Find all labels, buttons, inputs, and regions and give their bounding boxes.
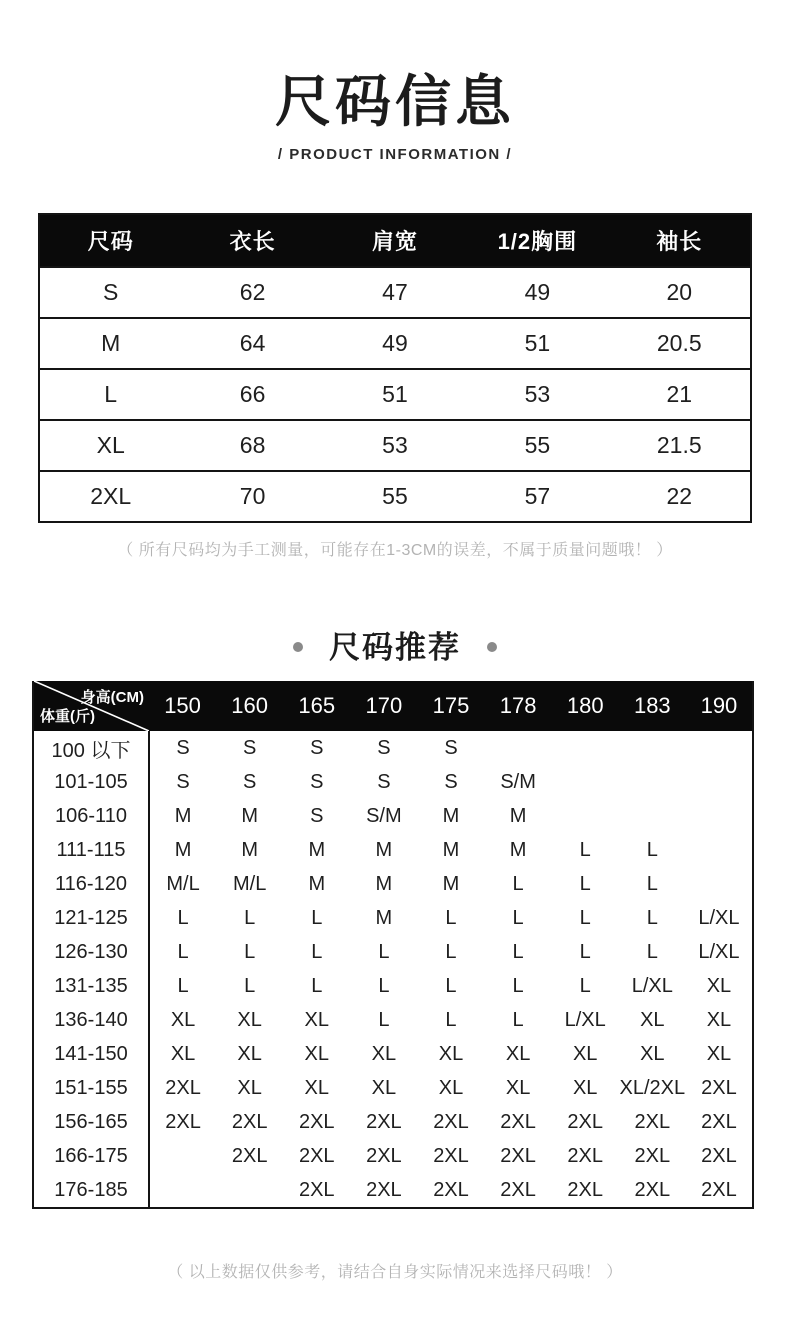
height-column-header: 183 — [619, 681, 686, 731]
size-measurement-table — [38, 213, 752, 523]
size-recommendation-cell: M — [442, 872, 460, 895]
size-recommendation-cell: L — [512, 906, 524, 929]
size-recommendation-cell: L/XL — [698, 940, 740, 963]
size-recommendation-cell: L — [579, 838, 591, 861]
size-recommendation-cell: XL/2XL — [619, 1076, 686, 1099]
size-recommendation-cell: L — [445, 906, 457, 929]
size-recommendation-cell: XL — [640, 1042, 665, 1065]
size-recommendation-cell: 2XL — [433, 1178, 469, 1201]
size-recommendation-cell: L/XL — [698, 906, 740, 929]
size-recommendation-cell: L — [579, 974, 591, 997]
size-table-cell: 53 — [524, 381, 551, 407]
size-table-cell: 68 — [239, 432, 266, 458]
size-table-body — [39, 267, 751, 522]
page-title: 尺码信息 — [275, 70, 515, 133]
size-recommendation-cell: L — [579, 872, 591, 895]
size-recommendation-cell: M — [509, 804, 527, 827]
size-recommendation-cell: L — [378, 974, 390, 997]
weight-range-cell: 156-165 — [33, 1105, 149, 1139]
size-recommendation-cell: L — [378, 1008, 390, 1031]
recommendation-row — [33, 1037, 753, 1071]
size-recommendation-cell: XL — [706, 974, 732, 997]
size-recommendation-cell: 2XL — [231, 1144, 268, 1167]
size-recommendation-cell: M — [442, 838, 460, 861]
size-recommendation-cell: L — [445, 940, 457, 963]
size-recommendation-cell: L — [646, 940, 658, 963]
size-recommendation-cell — [485, 731, 552, 765]
weight-range-cell: 101-105 — [33, 765, 149, 799]
weight-range-cell: 141-150 — [33, 1037, 149, 1071]
size-recommendation-cell: 2XL — [366, 1110, 402, 1133]
size-recommendation-cell: 2XL — [701, 1178, 737, 1201]
recommendation-title-text: 尺码推荐 — [329, 630, 461, 665]
weight-range-cell: 151-155 — [33, 1071, 149, 1105]
size-recommendation-cell: S/M — [366, 804, 402, 827]
size-table-row — [39, 267, 751, 318]
size-recommendation-cell: 2XL — [366, 1144, 402, 1167]
size-table-row — [39, 471, 751, 522]
weight-range-cell: 126-130 — [33, 935, 149, 969]
size-recommendation-cell: L — [177, 974, 189, 997]
rec-table-header-row — [33, 681, 753, 731]
weight-range-cell: 136-140 — [33, 1003, 149, 1037]
size-recommendation-cell — [686, 833, 753, 867]
size-recommendation-cell: M — [308, 838, 326, 861]
size-recommendation-cell: M/L — [166, 872, 200, 895]
size-recommendation-cell: M — [241, 838, 258, 861]
corner-cell — [33, 681, 149, 731]
size-table-cell: S — [103, 279, 119, 305]
size-table-cell: 55 — [524, 432, 551, 458]
size-recommendation-cell: 2XL — [701, 1110, 737, 1133]
size-recommendation-cell: L — [646, 838, 658, 861]
size-recommendation-cell: L — [512, 872, 524, 895]
bullet-dot-left-icon — [293, 642, 303, 652]
recommendation-disclaimer: （ 以上数据仅供参考，请结合自身实际情况来选择尺码哦！ ） — [167, 1264, 623, 1281]
size-recommendation-cell — [686, 731, 753, 765]
size-recommendation-cell: 2XL — [165, 1076, 201, 1099]
size-recommendation-cell: 2XL — [701, 1076, 737, 1099]
size-recommendation-cell: 2XL — [634, 1144, 671, 1167]
size-table-header-row — [39, 214, 751, 267]
height-column-header: 150 — [149, 681, 216, 731]
recommendation-row — [33, 935, 753, 969]
size-recommendation-cell: XL — [640, 1008, 665, 1031]
size-recommendation-cell: L/XL — [564, 1008, 606, 1031]
size-recommendation-cell: XL — [237, 1076, 262, 1099]
size-recommendation-cell — [552, 799, 619, 833]
size-recommendation-cell: M — [375, 872, 393, 895]
size-recommendation-cell: XL — [505, 1076, 531, 1099]
size-recommendation-cell — [619, 799, 686, 833]
size-recommendation-cell: XL — [371, 1076, 397, 1099]
size-table-header-cell: 衣长 — [181, 214, 323, 267]
size-recommendation-cell: L — [177, 906, 189, 929]
size-recommendation-cell: L — [579, 906, 591, 929]
size-recommendation-cell: S — [242, 736, 257, 759]
size-table-cell: 57 — [524, 483, 551, 509]
corner-height-label: 身高(CM) — [80, 689, 144, 706]
size-table-cell: 66 — [239, 381, 266, 407]
bullet-dot-right-icon — [487, 642, 497, 652]
size-table-row — [39, 420, 751, 471]
size-recommendation-cell: S — [377, 736, 391, 759]
size-recommendation-cell: XL — [170, 1008, 196, 1031]
size-table-header-cell: 肩宽 — [324, 214, 466, 267]
size-table-cell: 21.5 — [656, 432, 702, 458]
size-table-row — [39, 318, 751, 369]
weight-range-cell: 106-110 — [33, 799, 149, 833]
size-table-cell: 62 — [239, 279, 266, 305]
size-recommendation-cell — [552, 731, 619, 765]
size-table-cell: 55 — [382, 483, 408, 509]
size-recommendation-cell — [619, 765, 686, 799]
height-column-header: 165 — [283, 681, 350, 731]
size-recommendation-cell: 2XL — [433, 1144, 469, 1167]
size-recommendation-cell: XL — [371, 1042, 397, 1065]
height-column-header: 170 — [350, 681, 417, 731]
size-recommendation-cell: L — [512, 974, 524, 997]
recommendation-row — [33, 765, 753, 799]
recommendation-row — [33, 867, 753, 901]
size-recommendation-cell: XL — [438, 1076, 464, 1099]
recommendation-row — [33, 799, 753, 833]
size-recommendation-cell: XL — [170, 1042, 196, 1065]
size-recommendation-cell: S — [444, 770, 458, 793]
size-table-cell: 21 — [666, 381, 693, 407]
size-recommendation-cell: 2XL — [567, 1144, 603, 1167]
size-table-cell: 51 — [524, 330, 551, 356]
size-table-cell: 49 — [524, 279, 551, 305]
size-recommendation-cell: 2XL — [634, 1110, 671, 1133]
size-recommendation-cell: XL — [572, 1076, 598, 1099]
size-recommendation-cell: 2XL — [366, 1178, 402, 1201]
size-table-cell: 20.5 — [656, 330, 702, 356]
size-table-cell: L — [104, 381, 118, 407]
size-recommendation-cell: L — [177, 940, 189, 963]
size-recommendation-cell: 2XL — [500, 1110, 536, 1133]
size-recommendation-cell: 2XL — [701, 1144, 737, 1167]
recommendation-row — [33, 1173, 753, 1208]
recommendation-row — [33, 1105, 753, 1139]
size-recommendation-cell: S — [176, 770, 190, 793]
weight-range-cell: 100 以下 — [33, 731, 149, 765]
size-table-cell: 2XL — [90, 483, 132, 509]
recommendation-row — [33, 1003, 753, 1037]
size-recommendation-cell: L — [378, 940, 390, 963]
size-recommendation-cell: S — [310, 804, 324, 827]
size-recommendation-cell: S — [176, 736, 190, 759]
size-table-row — [39, 369, 751, 420]
recommendation-row — [33, 833, 753, 867]
size-recommendation-cell: S — [444, 736, 458, 759]
size-recommendation-cell: 2XL — [298, 1110, 335, 1133]
size-recommendation-cell: S/M — [500, 770, 536, 793]
size-table-cell: XL — [96, 432, 125, 458]
size-recommendation-cell — [686, 867, 753, 901]
size-recommendation-cell: XL — [572, 1042, 598, 1065]
size-recommendation-cell: M — [442, 804, 460, 827]
size-recommendation-cell: 2XL — [165, 1110, 201, 1133]
recommendation-section-title — [0, 622, 790, 667]
size-recommendation-cell: M — [174, 804, 192, 827]
size-table-cell: 22 — [666, 483, 693, 509]
size-recommendation-cell: L — [244, 940, 256, 963]
weight-range-cell: 176-185 — [33, 1173, 149, 1208]
size-table-cell: 20 — [666, 279, 693, 305]
weight-range-cell: 131-135 — [33, 969, 149, 1003]
size-recommendation-cell: L — [311, 906, 323, 929]
size-recommendation-cell: 2XL — [567, 1110, 603, 1133]
size-recommendation-cell: L — [244, 974, 256, 997]
corner-weight-label: 体重(斤) — [40, 708, 95, 725]
title-block — [0, 0, 790, 163]
size-recommendation-cell: 2XL — [231, 1110, 268, 1133]
size-recommendation-cell: S — [310, 770, 324, 793]
size-recommendation-cell: XL — [304, 1042, 329, 1065]
size-table-cell: 64 — [239, 330, 266, 356]
size-recommendation-cell: M — [375, 838, 393, 861]
size-recommendation-cell: XL — [304, 1008, 329, 1031]
size-table-cell: 70 — [239, 483, 266, 509]
size-recommendation-cell — [216, 1173, 283, 1208]
size-recommendation-cell: XL — [706, 1042, 732, 1065]
rec-table-body — [33, 731, 753, 1208]
size-table-cell: 49 — [382, 330, 408, 356]
height-column-header: 175 — [417, 681, 484, 731]
size-recommendation-cell: M — [174, 838, 192, 861]
size-recommendation-cell — [686, 799, 753, 833]
size-recommendation-cell: XL — [237, 1008, 262, 1031]
size-recommendation-cell: M — [308, 872, 326, 895]
size-table-header-cell: 袖长 — [609, 214, 751, 267]
size-recommendation-cell: L — [445, 1008, 457, 1031]
size-recommendation-cell: L — [646, 872, 658, 895]
size-recommendation-cell: XL — [706, 1008, 732, 1031]
height-column-header: 180 — [552, 681, 619, 731]
size-recommendation-cell: L — [445, 974, 457, 997]
size-recommendation-cell: L — [311, 974, 323, 997]
size-table-cell: 53 — [382, 432, 408, 458]
size-table-cell: M — [101, 330, 121, 356]
size-recommendation-cell: 2XL — [298, 1144, 335, 1167]
size-recommendation-cell: M/L — [232, 872, 267, 895]
weight-range-cell: 166-175 — [33, 1139, 149, 1173]
size-recommendation-cell: S — [242, 770, 257, 793]
size-table-head — [39, 214, 751, 267]
size-recommendation-cell — [686, 765, 753, 799]
size-recommendation-cell: XL — [438, 1042, 464, 1065]
recommendation-row — [33, 969, 753, 1003]
rec-table-head — [33, 681, 753, 731]
measurement-disclaimer: （ 所有尺码均为手工测量，可能存在1-3CM的误差，不属于质量问题哦！ ） — [117, 542, 673, 559]
weight-range-cell: 121-125 — [33, 901, 149, 935]
size-recommendation-cell: L — [512, 940, 524, 963]
size-recommendation-cell: M — [509, 838, 527, 861]
size-recommendation-cell — [619, 731, 686, 765]
size-recommendation-cell: L — [244, 906, 256, 929]
size-recommendation-cell: M — [375, 906, 393, 929]
size-recommendation-cell: L — [579, 940, 591, 963]
size-recommendation-cell: 2XL — [433, 1110, 469, 1133]
size-recommendation-cell: XL — [237, 1042, 262, 1065]
height-column-header: 190 — [686, 681, 753, 731]
size-recommendation-cell: 2XL — [500, 1178, 536, 1201]
size-recommendation-cell: L — [311, 940, 323, 963]
height-column-header: 178 — [485, 681, 552, 731]
weight-range-cell: 111-115 — [33, 833, 149, 867]
height-column-header: 160 — [216, 681, 283, 731]
size-recommendation-cell: M — [241, 804, 258, 827]
size-recommendation-cell: 2XL — [567, 1178, 603, 1201]
size-table-header-cell: 尺码 — [39, 214, 181, 267]
size-recommendation-cell: 2XL — [298, 1178, 335, 1201]
size-table-cell: 47 — [382, 279, 408, 305]
size-table-header-cell: 1/2胸围 — [466, 214, 608, 267]
size-recommendation-cell: XL — [304, 1076, 329, 1099]
size-recommendation-cell: L/XL — [631, 974, 673, 997]
size-recommendation-cell: 2XL — [634, 1178, 671, 1201]
size-recommendation-cell — [552, 765, 619, 799]
size-recommendation-cell: S — [377, 770, 391, 793]
size-recommendation-cell: S — [310, 736, 324, 759]
size-recommendation-cell: 2XL — [500, 1144, 536, 1167]
size-recommendation-cell: L — [512, 1008, 524, 1031]
size-table-cell: 51 — [382, 381, 408, 407]
page-subtitle: / PRODUCT INFORMATION / — [277, 146, 513, 163]
size-recommendation-cell — [149, 1139, 216, 1173]
size-recommendation-cell: L — [646, 906, 658, 929]
weight-range-cell: 116-120 — [33, 867, 149, 901]
size-recommendation-cell: XL — [505, 1042, 531, 1065]
recommendation-row — [33, 731, 753, 765]
recommendation-row — [33, 901, 753, 935]
recommendation-row — [33, 1139, 753, 1173]
size-recommendation-table — [32, 681, 754, 1209]
recommendation-row — [33, 1071, 753, 1105]
size-recommendation-cell — [149, 1173, 216, 1208]
